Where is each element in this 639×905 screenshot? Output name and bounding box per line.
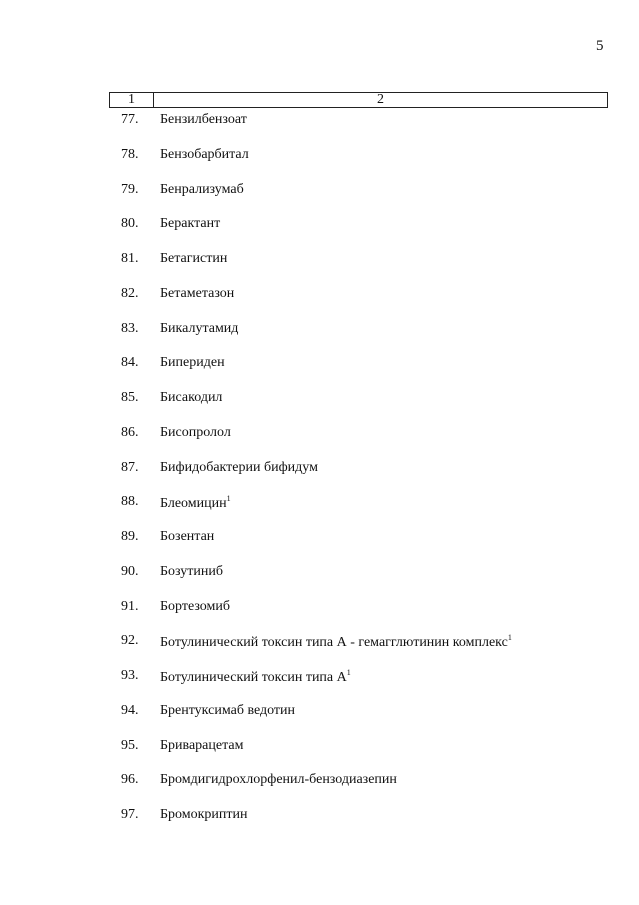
footnote-marker: 1 <box>226 494 231 504</box>
item-name <box>160 112 247 128</box>
item-name-text: Бриварацетам <box>160 737 244 753</box>
list-item <box>0 703 639 738</box>
item-number: 92. <box>121 633 139 649</box>
list-item <box>0 633 639 668</box>
item-name <box>160 251 227 267</box>
item-number: 96. <box>121 772 139 788</box>
item-name <box>160 147 249 163</box>
item-name <box>160 182 244 198</box>
item-name-text: Бикалутамид <box>160 320 239 336</box>
item-name-text: Бифидобактерии бифидум <box>160 459 318 475</box>
list-item <box>0 460 639 495</box>
item-name <box>160 216 220 232</box>
item-name-text: Бисопролол <box>160 424 231 440</box>
item-number: 77. <box>121 112 139 127</box>
item-number: 91. <box>121 598 139 614</box>
list-item <box>0 529 639 564</box>
item-number: 87. <box>121 459 139 475</box>
item-name <box>160 460 318 476</box>
list-item <box>0 807 639 842</box>
item-name <box>160 703 295 719</box>
item-number: 97. <box>121 807 139 822</box>
column-2-header: 2 <box>377 92 384 107</box>
item-name-text: Блеомицин <box>160 496 227 512</box>
footnote-marker: 1 <box>346 668 351 677</box>
item-name-text: Ботулинический токсин типа А <box>160 670 347 685</box>
item-name-text: Ботулинический токсин типа А - гемагглютинин комплекс <box>160 635 508 651</box>
item-name <box>160 355 225 371</box>
item-number: 88. <box>121 494 139 510</box>
item-number: 90. <box>121 563 139 579</box>
list-item <box>0 772 639 807</box>
item-name <box>160 807 248 823</box>
item-name <box>160 321 238 337</box>
item-name-text: Брентуксимаб ведотин <box>160 702 296 718</box>
item-name <box>160 564 223 580</box>
item-name <box>160 286 234 302</box>
column-1-header: 1 <box>110 93 154 107</box>
list-item <box>0 738 639 773</box>
table-header <box>109 92 608 108</box>
item-name-text: Бозентан <box>160 529 215 544</box>
list-item <box>0 147 639 182</box>
list-item <box>0 251 639 286</box>
item-number: 89. <box>121 529 139 544</box>
item-number: 86. <box>121 424 139 440</box>
item-name <box>160 599 230 615</box>
item-number: 83. <box>121 320 139 336</box>
page-number: 5 <box>596 38 604 54</box>
item-name-text: Бетаметазон <box>160 285 235 301</box>
item-name <box>160 425 231 441</box>
list-item <box>0 286 639 321</box>
item-name-text: Бензобарбитал <box>160 146 249 162</box>
item-name-text: Берактант <box>160 216 221 232</box>
item-name <box>160 772 397 788</box>
item-number: 85. <box>121 390 139 405</box>
list-item <box>0 216 639 251</box>
item-name-text: Бортезомиб <box>160 598 231 614</box>
item-name-text: Бромдигидрохлорфенил-бензодиазепин <box>160 772 397 788</box>
item-name-text: Бромокриптин <box>160 807 248 822</box>
item-name-text: Бисакодил <box>160 390 223 405</box>
item-name <box>160 529 214 545</box>
item-number: 94. <box>121 702 139 718</box>
item-number: 80. <box>121 216 139 232</box>
footnote-marker: 1 <box>507 633 512 643</box>
list-item <box>0 425 639 460</box>
list-item <box>0 494 639 529</box>
list-item <box>0 564 639 599</box>
item-name <box>160 494 231 512</box>
item-name <box>160 633 512 651</box>
item-name <box>160 668 351 686</box>
item-name <box>160 738 243 754</box>
list-item <box>0 182 639 217</box>
item-number: 79. <box>121 181 139 197</box>
list-item <box>0 668 639 703</box>
item-number: 82. <box>121 285 139 301</box>
drug-list <box>0 112 639 842</box>
list-item <box>0 599 639 634</box>
item-name-text: Бетагистин <box>160 251 228 266</box>
list-item <box>0 390 639 425</box>
list-item <box>0 112 639 147</box>
item-number: 81. <box>121 251 139 266</box>
item-number: 78. <box>121 146 139 162</box>
item-name <box>160 390 222 406</box>
item-number: 93. <box>121 668 139 683</box>
list-item <box>0 321 639 356</box>
item-name-text: Бипериден <box>160 355 225 371</box>
item-number: 95. <box>121 737 139 753</box>
item-number: 84. <box>121 355 139 371</box>
item-name-text: Бенрализумаб <box>160 181 244 197</box>
item-name-text: Бозутиниб <box>160 563 223 579</box>
list-item <box>0 355 639 390</box>
item-name-text: Бензилбензоат <box>160 112 247 127</box>
